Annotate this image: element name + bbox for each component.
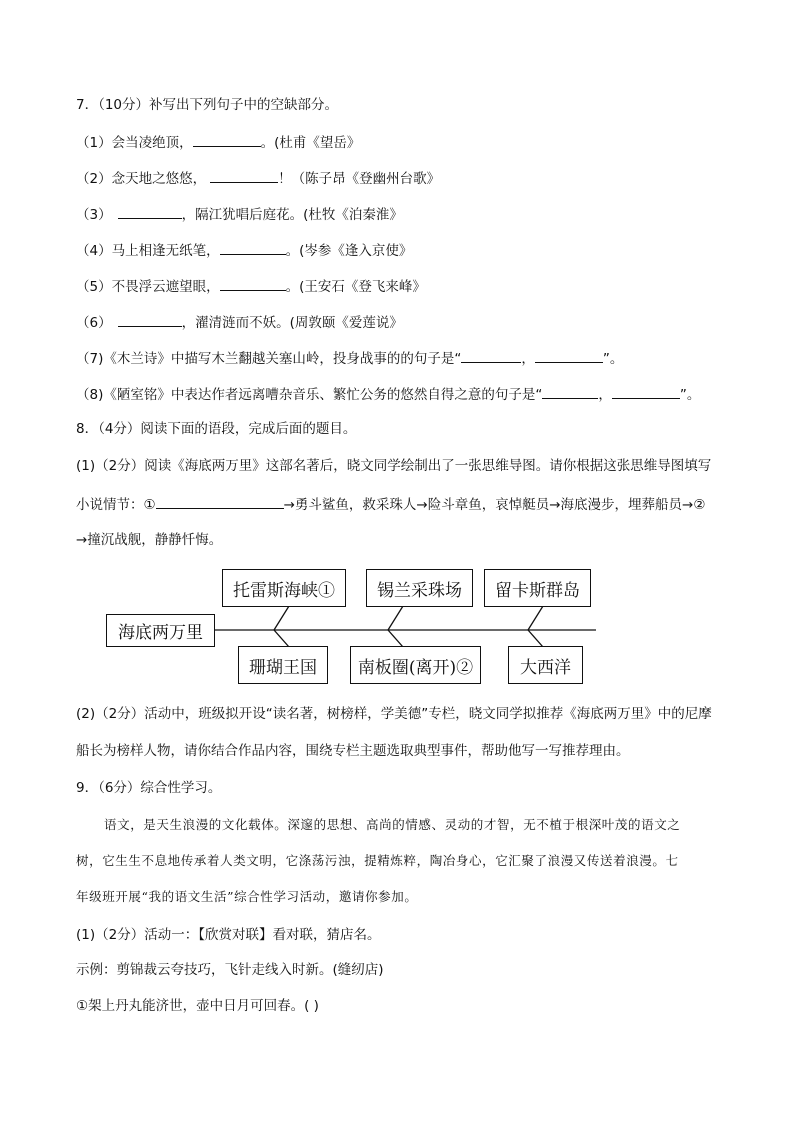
q9-paragraph-line3: 年级班开展“我的语文生活”综合性学习活动，邀请你参加。 bbox=[76, 889, 418, 904]
q7-item-4: （4）马上相逢无纸笔， 。(岑参《逢入京使》 bbox=[76, 240, 412, 260]
q9-item1: ①架上丹丸能济世，壶中日月可回春。( ) bbox=[76, 998, 319, 1014]
q7-item-1: （1）会当凌绝顶， 。(杜甫《望岳》 bbox=[76, 132, 360, 152]
q7-item-6: （6） ，濯清涟而不妖。(周敦颐《爱莲说》 bbox=[76, 312, 403, 332]
q8-heading: 8．（4分）阅读下面的语段，完成后面的题目。 bbox=[76, 421, 357, 437]
q8-part1-line2: 小说情节：① →勇斗鲨鱼，救采珠人→险斗章鱼，哀悼艇员→海底漫步，埋葬船员→② bbox=[76, 494, 705, 514]
q7-item-8: （8)《陋室铭》中表达作者远离嘈杂音乐、繁忙公务的悠然自得之意的句子是“ ， ”。 bbox=[76, 384, 700, 404]
mind-map-node-antarctic: 南板圈(离开)② bbox=[350, 646, 481, 684]
q9-heading: 9．（6分）综合性学习。 bbox=[76, 780, 222, 796]
q9-example: 示例：剪锦裁云夸技巧，飞针走线入时新。(缝纫店) bbox=[76, 962, 384, 978]
q8-part2-line2: 船长为榜样人物，请你结合作品内容，围绕专栏主题选取典型事件，帮助他写一写推荐理由。 bbox=[76, 743, 630, 759]
mind-map-node-atlantic: 大西洋 bbox=[508, 646, 583, 684]
q7-item-2: （2）念天地之悠悠， ！（陈子昂《登幽州台歌》 bbox=[76, 168, 440, 188]
mind-map-node-torres: 托雷斯海峡① bbox=[222, 569, 346, 607]
q8-part1-line3: →撞沉战舰，静静忏悔。 bbox=[76, 532, 223, 548]
q7-item-5: （5）不畏浮云遮望眼， 。(王安石《登飞来峰》 bbox=[76, 276, 426, 296]
mind-map-node-lucas: 留卡斯群岛 bbox=[484, 569, 591, 607]
q9-paragraph-line2: 树，它生生不息地传承着人类文明，它涤荡污浊，提精炼粹，陶冶身心，它汇聚了浪漫又传送着浪漫。七 bbox=[76, 853, 679, 868]
q9-paragraph-line1: 语文，是天生浪漫的文化载体。深邃的思想、高尚的情感、灵动的才智，无不植于根深叶茂的语文之 bbox=[104, 817, 681, 832]
mind-map-node-coral: 珊瑚王国 bbox=[238, 646, 328, 684]
q8-part2-line1: (2)（2分）活动中，班级拟开设“读名著，树榜样，学美德”专栏，晓文同学拟推荐《海底两万里》中的尼摩 bbox=[76, 706, 712, 722]
q9-part1: (1)（2分）活动一：【欣赏对联】看对联，猜店名。 bbox=[76, 927, 381, 943]
q7-item-3: （3） ，隔江犹唱后庭花。(杜牧《泊秦淮》 bbox=[76, 204, 403, 224]
mind-map-root: 海底两万里 bbox=[106, 614, 215, 647]
q7-item-7: （7)《木兰诗》中描写木兰翻越关塞山岭，投身战事的的句子是“ ， ”。 bbox=[76, 348, 623, 368]
q8-part1-line1: (1)（2分）阅读《海底两万里》这部名著后，晓文同学绘制出了一张思维导图。请你根据这张思维导图填写 bbox=[76, 458, 712, 474]
q7-heading: 7．（10分）补写出下列句子中的空缺部分。 bbox=[76, 97, 339, 113]
mind-map-node-ceylon: 锡兰采珠场 bbox=[366, 569, 473, 607]
